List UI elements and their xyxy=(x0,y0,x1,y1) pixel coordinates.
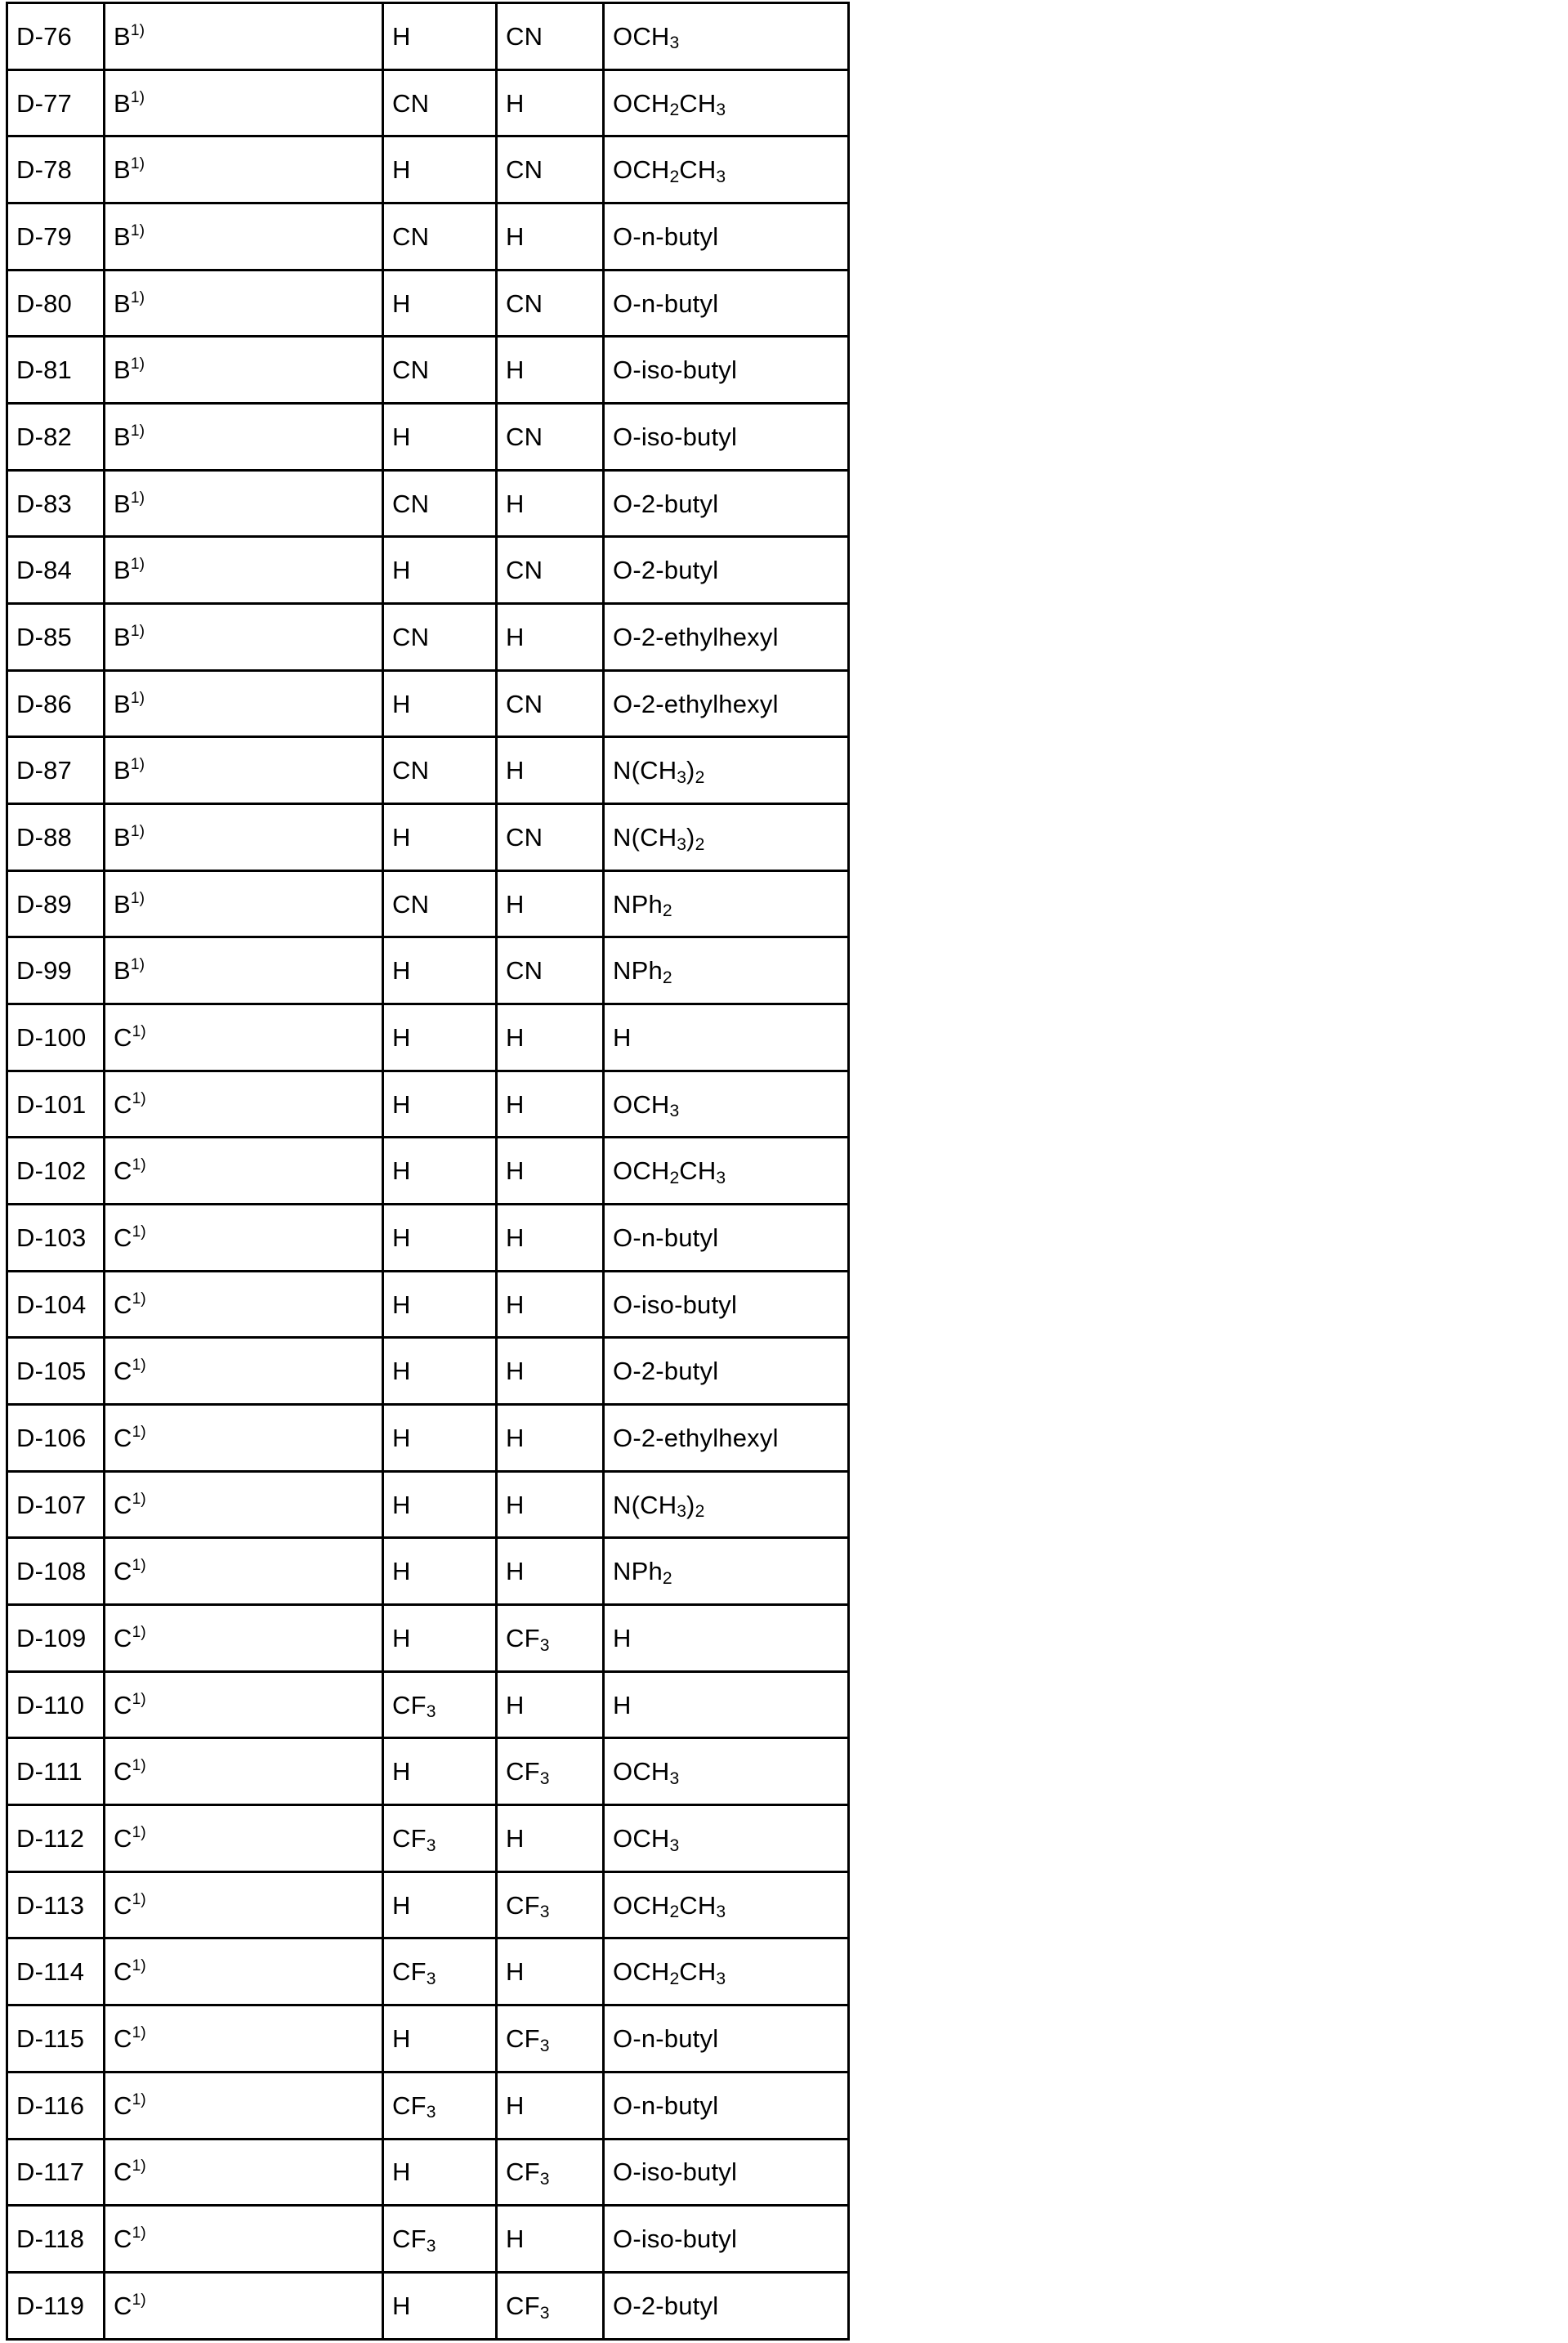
substituent-r2-cell: $CF_3$ xyxy=(497,2139,604,2206)
compound-id-cell: D-108 xyxy=(7,1538,105,1605)
substituent-r2-cell: H xyxy=(497,69,604,136)
compound-id-cell: D-78 xyxy=(7,136,105,203)
substituent-r3-cell: H xyxy=(604,1671,849,1738)
compound-id-cell: D-100 xyxy=(7,1004,105,1071)
compound-id-cell: D-85 xyxy=(7,604,105,671)
substituent-r2-cell: $CF_3$ xyxy=(497,1738,604,1805)
substituent-r2-cell: H xyxy=(497,1938,604,2005)
substituent-r2-cell: H xyxy=(497,1271,604,1338)
backbone-cell: $B^{1)}$ xyxy=(105,470,383,537)
substituent-r3-cell: $OCH_2CH_3$ xyxy=(604,69,849,136)
substituent-r1-cell: H xyxy=(383,2005,497,2072)
substituent-r2-cell: CN xyxy=(497,937,604,1004)
substituent-r1-cell: H xyxy=(383,270,497,337)
table-row xyxy=(7,1938,849,2005)
substituent-r1-cell: $CF_3$ xyxy=(383,1805,497,1872)
backbone-cell: $B^{1)}$ xyxy=(105,69,383,136)
substituent-r1-cell: $CF_3$ xyxy=(383,1938,497,2005)
backbone-cell: $C^{1)}$ xyxy=(105,1338,383,1405)
substituent-r1-cell: H xyxy=(383,2272,497,2339)
backbone-cell: $B^{1)}$ xyxy=(105,270,383,337)
substituent-r1-cell: H xyxy=(383,1004,497,1071)
substituent-r2-cell: H xyxy=(497,1671,604,1738)
substituent-r3-cell: $OCH_2CH_3$ xyxy=(604,1938,849,2005)
table-row xyxy=(7,537,849,604)
substituent-r1-cell: CN xyxy=(383,337,497,404)
table-row xyxy=(7,1471,849,1538)
compound-id-cell: D-81 xyxy=(7,337,105,404)
substituent-r1-cell: CN xyxy=(383,69,497,136)
substituent-r2-cell: CN xyxy=(497,670,604,737)
substituent-r1-cell: H xyxy=(383,670,497,737)
table-row xyxy=(7,2005,849,2072)
substituent-r2-cell: CN xyxy=(497,804,604,871)
backbone-cell: $C^{1)}$ xyxy=(105,1738,383,1805)
backbone-cell: $B^{1)}$ xyxy=(105,937,383,1004)
compound-id-cell: D-83 xyxy=(7,470,105,537)
compound-id-cell: D-80 xyxy=(7,270,105,337)
substituent-r1-cell: H xyxy=(383,404,497,471)
substituent-r2-cell: CN xyxy=(497,537,604,604)
substituent-r1-cell: H xyxy=(383,1871,497,1938)
backbone-cell: $B^{1)}$ xyxy=(105,3,383,70)
substituent-r3-cell: O-n-butyl xyxy=(604,270,849,337)
backbone-cell: $B^{1)}$ xyxy=(105,404,383,471)
compound-id-cell: D-76 xyxy=(7,3,105,70)
table-row xyxy=(7,1004,849,1071)
compound-id-cell: D-88 xyxy=(7,804,105,871)
substituent-r3-cell: O-2-ethylhexyl xyxy=(604,670,849,737)
compound-id-cell: D-112 xyxy=(7,1805,105,1872)
table-row xyxy=(7,1138,849,1205)
backbone-cell: $C^{1)}$ xyxy=(105,2206,383,2273)
substituent-r1-cell: H xyxy=(383,1271,497,1338)
backbone-cell: $C^{1)}$ xyxy=(105,1871,383,1938)
substituent-r2-cell: H xyxy=(497,1538,604,1605)
table-row xyxy=(7,2139,849,2206)
substituent-r3-cell: $N(CH_3)_2$ xyxy=(604,1471,849,1538)
compound-id-cell: D-87 xyxy=(7,737,105,804)
compound-id-cell: D-109 xyxy=(7,1605,105,1672)
table-row xyxy=(7,3,849,70)
substituent-r2-cell: $CF_3$ xyxy=(497,2272,604,2339)
table-row xyxy=(7,69,849,136)
backbone-cell: $C^{1)}$ xyxy=(105,1071,383,1138)
substituent-r1-cell: H xyxy=(383,804,497,871)
substituent-r3-cell: O-2-butyl xyxy=(604,2272,849,2339)
compound-id-cell: D-84 xyxy=(7,537,105,604)
substituent-r3-cell: O-iso-butyl xyxy=(604,1271,849,1338)
substituent-r3-cell: $OCH_3$ xyxy=(604,1805,849,1872)
backbone-cell: $B^{1)}$ xyxy=(105,136,383,203)
table-row xyxy=(7,203,849,271)
backbone-cell: $C^{1)}$ xyxy=(105,1605,383,1672)
substituent-r3-cell: O-2-ethylhexyl xyxy=(604,604,849,671)
substituent-r1-cell: CN xyxy=(383,737,497,804)
substituent-r1-cell: CN xyxy=(383,870,497,937)
compound-id-cell: D-116 xyxy=(7,2072,105,2139)
substituent-r3-cell: $OCH_3$ xyxy=(604,3,849,70)
compound-id-cell: D-82 xyxy=(7,404,105,471)
compound-id-cell: D-110 xyxy=(7,1671,105,1738)
substituent-r1-cell: $CF_3$ xyxy=(383,1671,497,1738)
backbone-cell: $C^{1)}$ xyxy=(105,2272,383,2339)
substituent-r2-cell: H xyxy=(497,604,604,671)
substituent-r3-cell: O-iso-butyl xyxy=(604,404,849,471)
table-row xyxy=(7,270,849,337)
table-row xyxy=(7,1205,849,1272)
substituent-r1-cell: H xyxy=(383,1205,497,1272)
compound-id-cell: D-119 xyxy=(7,2272,105,2339)
compound-id-cell: D-99 xyxy=(7,937,105,1004)
substituent-r2-cell: $CF_3$ xyxy=(497,1871,604,1938)
backbone-cell: $C^{1)}$ xyxy=(105,1205,383,1272)
backbone-cell: $C^{1)}$ xyxy=(105,2139,383,2206)
compound-id-cell: D-113 xyxy=(7,1871,105,1938)
compound-id-cell: D-79 xyxy=(7,203,105,271)
backbone-cell: $B^{1)}$ xyxy=(105,337,383,404)
backbone-cell: $C^{1)}$ xyxy=(105,2072,383,2139)
substituent-r2-cell: H xyxy=(497,470,604,537)
substituent-r3-cell: $N(CH_3)_2$ xyxy=(604,737,849,804)
substituent-r1-cell: H xyxy=(383,1605,497,1672)
table-row xyxy=(7,1538,849,1605)
substituent-r1-cell: H xyxy=(383,1538,497,1605)
substituent-r3-cell: O-2-butyl xyxy=(604,537,849,604)
compound-id-cell: D-86 xyxy=(7,670,105,737)
substituent-r2-cell: H xyxy=(497,1338,604,1405)
substituent-r2-cell: CN xyxy=(497,404,604,471)
table-row xyxy=(7,136,849,203)
substituent-r2-cell: H xyxy=(497,1205,604,1272)
backbone-cell: $B^{1)}$ xyxy=(105,737,383,804)
compound-id-cell: D-103 xyxy=(7,1205,105,1272)
substituent-r3-cell: O-2-butyl xyxy=(604,1338,849,1405)
backbone-cell: $C^{1)}$ xyxy=(105,1138,383,1205)
substituent-r3-cell: $OCH_2CH_3$ xyxy=(604,136,849,203)
substituent-r1-cell: H xyxy=(383,3,497,70)
substituent-r2-cell: $CF_3$ xyxy=(497,2005,604,2072)
backbone-cell: $C^{1)}$ xyxy=(105,1538,383,1605)
table-row xyxy=(7,604,849,671)
compound-id-cell: D-111 xyxy=(7,1738,105,1805)
substituent-r3-cell: O-n-butyl xyxy=(604,2072,849,2139)
substituent-r2-cell: H xyxy=(497,203,604,271)
table-row xyxy=(7,804,849,871)
table-row xyxy=(7,870,849,937)
table-row xyxy=(7,1605,849,1672)
compound-id-cell: D-117 xyxy=(7,2139,105,2206)
backbone-cell: $C^{1)}$ xyxy=(105,1471,383,1538)
substituent-r2-cell: CN xyxy=(497,270,604,337)
table-row xyxy=(7,1738,849,1805)
compound-id-cell: D-105 xyxy=(7,1338,105,1405)
substituent-r1-cell: H xyxy=(383,537,497,604)
backbone-cell: $B^{1)}$ xyxy=(105,203,383,271)
substituent-r2-cell: H xyxy=(497,1071,604,1138)
substituent-r3-cell: NPh$_2$ xyxy=(604,1538,849,1605)
substituent-r1-cell: CN xyxy=(383,203,497,271)
compound-substituent-table xyxy=(6,2,850,2341)
substituent-r1-cell: H xyxy=(383,1338,497,1405)
substituent-r2-cell: H xyxy=(497,1138,604,1205)
backbone-cell: $B^{1)}$ xyxy=(105,670,383,737)
substituent-r1-cell: H xyxy=(383,1138,497,1205)
substituent-r2-cell: H xyxy=(497,337,604,404)
table-row xyxy=(7,1071,849,1138)
substituent-r1-cell: H xyxy=(383,2139,497,2206)
substituent-r3-cell: H xyxy=(604,1004,849,1071)
compound-id-cell: D-101 xyxy=(7,1071,105,1138)
substituent-r1-cell: CN xyxy=(383,604,497,671)
substituent-r3-cell: $OCH_3$ xyxy=(604,1738,849,1805)
substituent-r2-cell: H xyxy=(497,2072,604,2139)
substituent-r2-cell: CN xyxy=(497,136,604,203)
backbone-cell: $C^{1)}$ xyxy=(105,1405,383,1472)
backbone-cell: $B^{1)}$ xyxy=(105,870,383,937)
compound-id-cell: D-118 xyxy=(7,2206,105,2273)
substituent-r3-cell: $OCH_2CH_3$ xyxy=(604,1138,849,1205)
substituent-r1-cell: CN xyxy=(383,470,497,537)
table-row xyxy=(7,2206,849,2273)
substituent-r3-cell: $N(CH_3)_2$ xyxy=(604,804,849,871)
table-row xyxy=(7,1338,849,1405)
backbone-cell: $C^{1)}$ xyxy=(105,1271,383,1338)
table-row xyxy=(7,1271,849,1338)
substituent-r1-cell: H xyxy=(383,1405,497,1472)
backbone-cell: $C^{1)}$ xyxy=(105,1004,383,1071)
compound-id-cell: D-89 xyxy=(7,870,105,937)
substituent-r1-cell: H xyxy=(383,136,497,203)
substituent-r1-cell: $CF_3$ xyxy=(383,2072,497,2139)
substituent-r1-cell: H xyxy=(383,1471,497,1538)
substituent-r3-cell: H xyxy=(604,1605,849,1672)
substituent-r3-cell: NPh$_2$ xyxy=(604,870,849,937)
compound-id-cell: D-107 xyxy=(7,1471,105,1538)
substituent-r2-cell: H xyxy=(497,1805,604,1872)
backbone-cell: $C^{1)}$ xyxy=(105,1805,383,1872)
table-row xyxy=(7,2272,849,2339)
substituent-r1-cell: $CF_3$ xyxy=(383,2206,497,2273)
compound-id-cell: D-104 xyxy=(7,1271,105,1338)
substituent-r2-cell: H xyxy=(497,1405,604,1472)
table-row xyxy=(7,1805,849,1872)
substituent-r2-cell: H xyxy=(497,2206,604,2273)
table-row xyxy=(7,470,849,537)
table-row xyxy=(7,404,849,471)
backbone-cell: $B^{1)}$ xyxy=(105,804,383,871)
substituent-r1-cell: H xyxy=(383,937,497,1004)
substituent-r3-cell: O-2-ethylhexyl xyxy=(604,1405,849,1472)
substituent-r2-cell: CN xyxy=(497,3,604,70)
substituent-r3-cell: O-n-butyl xyxy=(604,1205,849,1272)
substituent-r2-cell: H xyxy=(497,1004,604,1071)
substituent-r1-cell: H xyxy=(383,1738,497,1805)
compound-id-cell: D-115 xyxy=(7,2005,105,2072)
substituent-r2-cell: $CF_3$ xyxy=(497,1605,604,1672)
substituent-r3-cell: $OCH_2CH_3$ xyxy=(604,1871,849,1938)
substituent-r2-cell: H xyxy=(497,737,604,804)
table-row xyxy=(7,337,849,404)
table-row xyxy=(7,737,849,804)
backbone-cell: $B^{1)}$ xyxy=(105,537,383,604)
backbone-cell: $C^{1)}$ xyxy=(105,2005,383,2072)
substituent-r2-cell: H xyxy=(497,1471,604,1538)
substituent-r3-cell: O-iso-butyl xyxy=(604,337,849,404)
substituent-r3-cell: O-iso-butyl xyxy=(604,2139,849,2206)
substituent-r3-cell: O-iso-butyl xyxy=(604,2206,849,2273)
substituent-r3-cell: O-n-butyl xyxy=(604,2005,849,2072)
backbone-cell: $C^{1)}$ xyxy=(105,1938,383,2005)
table-row xyxy=(7,1671,849,1738)
table-row xyxy=(7,670,849,737)
compound-id-cell: D-102 xyxy=(7,1138,105,1205)
substituent-r3-cell: $OCH_3$ xyxy=(604,1071,849,1138)
table-body xyxy=(7,3,849,2340)
compound-id-cell: D-114 xyxy=(7,1938,105,2005)
substituent-r3-cell: NPh$_2$ xyxy=(604,937,849,1004)
substituent-r2-cell: H xyxy=(497,870,604,937)
substituent-r3-cell: O-n-butyl xyxy=(604,203,849,271)
substituent-r3-cell: O-2-butyl xyxy=(604,470,849,537)
substituent-r1-cell: H xyxy=(383,1071,497,1138)
compound-id-cell: D-106 xyxy=(7,1405,105,1472)
table-row xyxy=(7,1405,849,1472)
backbone-cell: $B^{1)}$ xyxy=(105,604,383,671)
table-row xyxy=(7,1871,849,1938)
backbone-cell: $C^{1)}$ xyxy=(105,1671,383,1738)
table-row xyxy=(7,2072,849,2139)
table-row xyxy=(7,937,849,1004)
compound-id-cell: D-77 xyxy=(7,69,105,136)
